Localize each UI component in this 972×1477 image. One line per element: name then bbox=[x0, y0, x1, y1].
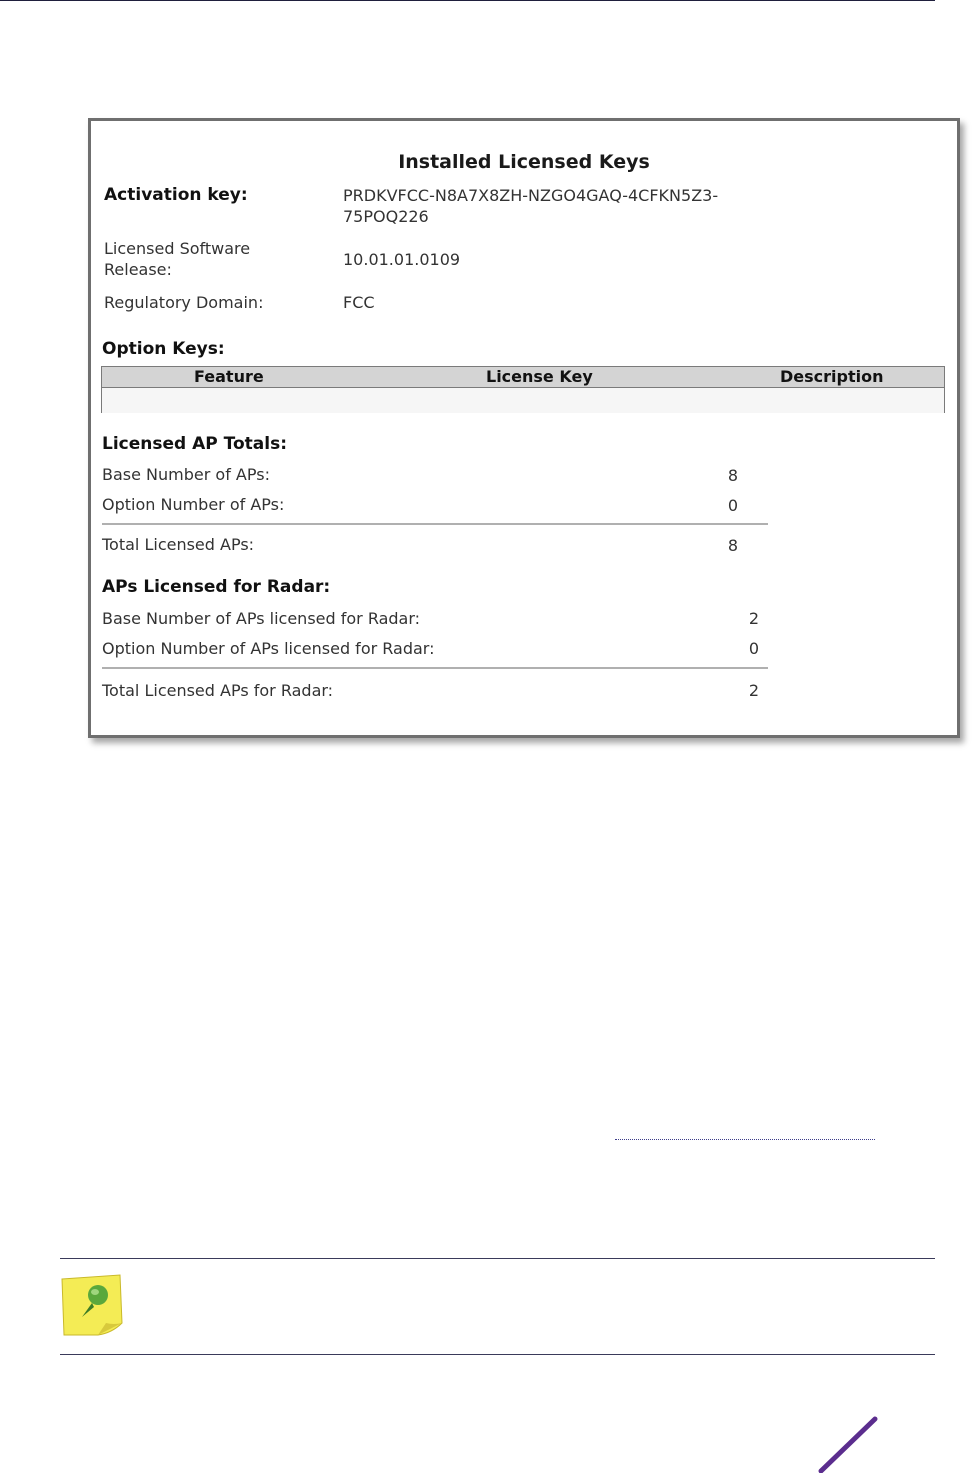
ap-totals-heading: Licensed AP Totals: bbox=[102, 434, 287, 454]
brand-slash-icon bbox=[815, 1415, 885, 1473]
option-keys-table-header bbox=[102, 367, 944, 388]
note-bottom-rule bbox=[60, 1354, 935, 1355]
dotted-cross-reference-link[interactable] bbox=[615, 1139, 875, 1140]
radar-total-label: Total Licensed APs for Radar: bbox=[102, 681, 334, 700]
software-release-label-line-2: Release: bbox=[104, 260, 172, 279]
activation-key-value bbox=[343, 185, 718, 227]
option-aps-value: 0 bbox=[727, 496, 739, 515]
radar-option-value: 0 bbox=[748, 639, 760, 658]
software-release-label-line-1: Licensed Software bbox=[104, 239, 251, 258]
note-top-rule bbox=[60, 1258, 935, 1259]
base-aps-label: Base Number of APs: bbox=[102, 465, 270, 484]
radar-option-label: Option Number of APs licensed for Radar: bbox=[102, 639, 435, 658]
radar-base-value: 2 bbox=[748, 609, 760, 628]
note-icon bbox=[58, 1273, 126, 1337]
radar-total-value: 2 bbox=[748, 681, 760, 700]
radar-heading: APs Licensed for Radar: bbox=[102, 577, 331, 597]
page-top-rule bbox=[0, 0, 935, 1]
regulatory-domain-label: Regulatory Domain: bbox=[104, 293, 264, 312]
software-release-value: 10.01.01.0109 bbox=[343, 250, 461, 269]
panel-title bbox=[91, 151, 957, 173]
base-aps-value: 8 bbox=[727, 466, 739, 485]
ap-totals-separator bbox=[102, 523, 768, 525]
col-description: Description bbox=[780, 367, 884, 386]
activation-key-label: Activation key: bbox=[104, 185, 248, 205]
option-keys-heading: Option Keys: bbox=[102, 339, 225, 359]
col-feature: Feature bbox=[194, 367, 264, 386]
total-aps-label: Total Licensed APs: bbox=[102, 535, 255, 554]
activation-key-line-2: 75POQ226 bbox=[343, 207, 429, 226]
col-license-key: License Key bbox=[486, 367, 593, 386]
option-keys-empty-row bbox=[102, 388, 944, 413]
total-aps-value: 8 bbox=[727, 536, 739, 555]
radar-separator bbox=[102, 667, 768, 669]
software-release-label bbox=[104, 238, 250, 280]
regulatory-domain-value: FCC bbox=[343, 293, 375, 312]
panel-title-text: Installed Licensed Keys bbox=[398, 151, 650, 173]
activation-key-line-1: PRDKVFCC-N8A7X8ZH-NZGO4GAQ-4CFKN5Z3- bbox=[343, 186, 719, 205]
radar-base-label: Base Number of APs licensed for Radar: bbox=[102, 609, 421, 628]
installed-licensed-keys-screenshot bbox=[88, 118, 960, 738]
option-keys-table bbox=[101, 366, 945, 413]
option-aps-label: Option Number of APs: bbox=[102, 495, 285, 514]
